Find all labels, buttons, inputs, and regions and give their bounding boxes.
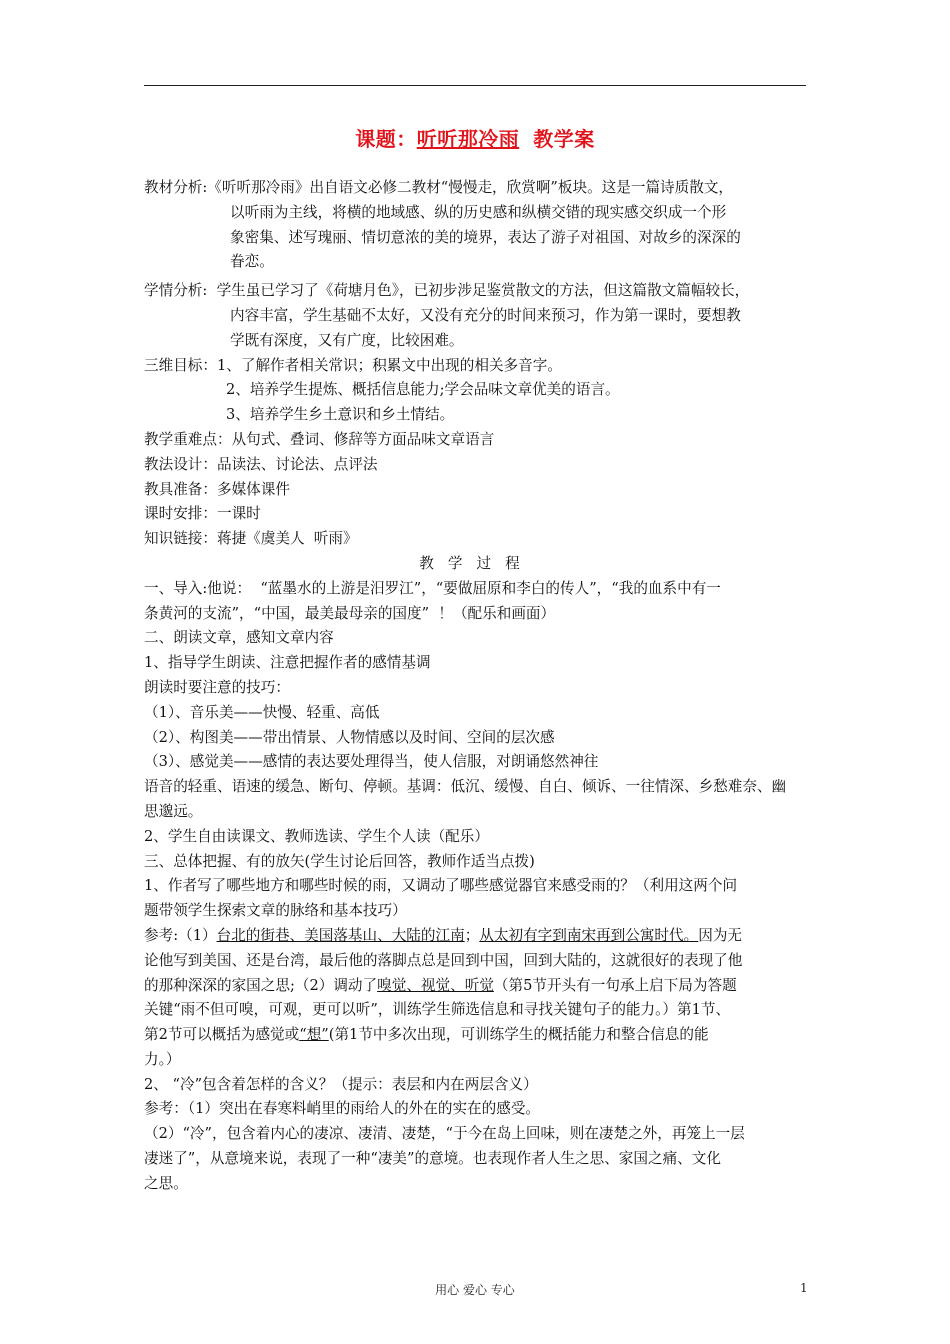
question-1-line-2: 题带领学生探索文章的脉络和基本技巧） xyxy=(144,902,407,920)
document-body xyxy=(144,176,809,1197)
tip-1: （1）、音乐美——快慢、轻重、高低 xyxy=(144,703,380,721)
material-line-3: 象密集、述写瑰丽、情切意浓的美的境界，表达了游子对祖国、对故乡的深深的 xyxy=(230,228,741,246)
reference-times: 从太初有字到南宋再到公寓时代。 xyxy=(479,926,699,944)
intro-line-1: 一、导入:他说： “蓝墨水的上游是汨罗江”，“要做屈原和李白的传人”，“我的血系中有一 xyxy=(144,579,721,597)
read-item-2: 2、学生自由读课文、教师选读、学生个人读（配乐） xyxy=(144,827,489,845)
answer-2-line-3: 之思。 xyxy=(144,1174,188,1192)
material-label: 教材分析: xyxy=(144,179,208,196)
answer-1: 参考：（1）突出在春寒料峭里的雨给人的外在的实在的感受。 xyxy=(144,1100,541,1118)
reference-separator: ； xyxy=(464,926,480,944)
key-points: 教学重难点：从句式、叠词、修辞等方面品味文章语言 xyxy=(144,430,495,448)
page-number: 1 xyxy=(800,1281,808,1295)
answer-2-line-2: 凄迷了”，从意境来说，表现了一种“凄美”的意境。也表现作者人生之思、家国之痛、文化 xyxy=(144,1150,721,1168)
title-prefix: 课题： xyxy=(355,127,417,151)
teaching-method: 教法设计：品读法、讨论法、点评法 xyxy=(144,455,378,473)
student-text: 学生虽已学习了《荷塘月色》，已初步涉足鉴赏散文的方法，但这篇散文篇幅较长， xyxy=(207,282,750,300)
reference-3a: 的那种深深的家国之思;（2）调动了 xyxy=(144,976,378,994)
reference-line-5 xyxy=(144,1023,809,1048)
intro-line-2: 条黄河的支流”，“中国，最美最母亲的国度” ！（配乐和画面） xyxy=(144,604,556,622)
material-line-2: 以听雨为主线，将横的地域感、纵的历史感和纵横交错的现实感交织成一个形 xyxy=(230,203,727,221)
reference-3b: （第5节开头有一句承上启下局为答题 xyxy=(493,976,737,994)
answer-2-line-1: （2）“冷”，包含着内心的凄凉、凄清、凄楚，“于今在岛上回味，则在凄楚之外，再笼上一层 xyxy=(144,1125,745,1143)
goal-line-3: 3、培养学生乡土意识和乡土情结。 xyxy=(226,406,455,424)
title-main: 听听那冷雨 xyxy=(416,127,520,151)
page-title xyxy=(0,123,950,152)
reference-line-4: 关键“雨不但可嗅，可观，更可以听”，训练学生筛选信息和寻找关键句子的能力。）第1节、 xyxy=(144,1001,731,1019)
header-rule xyxy=(144,85,806,86)
material-line-1 xyxy=(144,176,809,201)
reference-think: “想” xyxy=(299,1026,329,1044)
process-heading: 教学过程 xyxy=(419,554,534,572)
class-time: 课时安排：一课时 xyxy=(144,505,261,523)
reference-after: 因为无 xyxy=(698,926,743,944)
reference-places: 台北的街巷、美国落基山、大陆的江南 xyxy=(216,926,465,944)
material-line-4: 眷恋。 xyxy=(230,253,274,271)
student-label: 学情分析: xyxy=(144,282,208,300)
read-tips: 朗读时要注意的技巧： xyxy=(144,678,290,696)
teaching-tools: 教具准备：多媒体课件 xyxy=(144,480,290,498)
tip-2: （2）、构图美——带出情景、人物情感以及时间、空间的层次感 xyxy=(144,728,555,746)
question-2: 2、 “冷”包含着怎样的含义？（提示：表层和内在两层含义） xyxy=(144,1075,538,1093)
student-line-1 xyxy=(144,279,809,304)
voice-line-1: 语音的轻重、语速的缓急、断句、停顿。基调：低沉、缓慢、自白、倾诉、一往情深、乡愁难奈、幽 xyxy=(144,778,787,796)
reference-label: 参考:（1） xyxy=(144,926,217,944)
student-line-2: 内容丰富，学生基础不太好，又没有充分的时间来预习，作为第一课时，要想教 xyxy=(230,306,741,324)
knowledge-link: 知识链接：蒋捷《虞美人 听雨》 xyxy=(144,530,358,548)
reference-5b: (第1节中多次出现，可训练学生的概括能力和整合信息的能 xyxy=(328,1026,709,1044)
reference-line-2: 论他写到美国、还是台湾，最后他的落脚点总是回到中国，回到大陆的，这就很好的表现了他 xyxy=(144,951,743,969)
material-text: 《听听那冷雨》出自语文必修二教材“慢慢走，欣赏啊”板块。这是一篇诗质散文， xyxy=(207,179,734,196)
title-suffix: 教学案 xyxy=(533,127,595,151)
reference-5a: 第2节可以概括为感觉或 xyxy=(144,1026,300,1044)
voice-line-2: 思邈远。 xyxy=(144,802,203,820)
goal-line-1 xyxy=(144,354,809,379)
goal-line-2: 2、培养学生提炼、概括信息能力;学会品味文章优美的语言。 xyxy=(226,381,620,399)
grasp-heading: 三、总体把握、有的放矢(学生讨论后回答，教师作适当点拨) xyxy=(144,852,535,870)
read-item-1: 1、指导学生朗读、注意把握作者的感情基调 xyxy=(144,654,431,672)
reference-line-3 xyxy=(144,974,809,999)
read-heading: 二、朗读文章，感知文章内容 xyxy=(144,629,334,647)
reference-line-1 xyxy=(144,924,809,949)
tip-3: （3）、感觉美——感情的表达要处理得当，使人信服，对朗诵悠然神往 xyxy=(144,753,599,771)
reference-line-6: 力。） xyxy=(144,1050,181,1068)
goal-text-1: 1、了解作者相关常识；积累文中出现的相关多音字。 xyxy=(216,356,562,374)
footer-text: 用心 爱心 专心 xyxy=(435,1283,515,1297)
goal-label: 三维目标： xyxy=(144,356,217,374)
student-line-3: 学既有深度，又有广度，比较困难。 xyxy=(230,331,464,349)
question-1-line-1: 1、作者写了哪些地方和哪些时候的雨，又调动了哪些感觉器官来感受雨的？（利用这两个问 xyxy=(144,877,738,895)
reference-senses: 嗅觉、视觉、听觉 xyxy=(377,976,494,994)
